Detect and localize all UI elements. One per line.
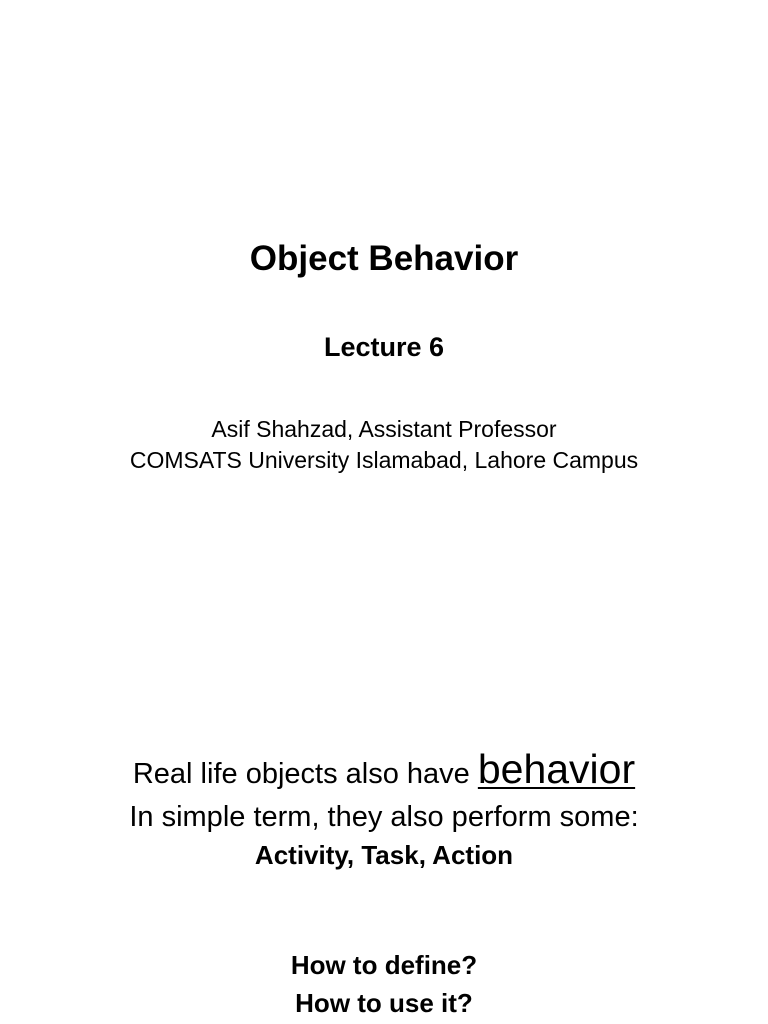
- behavior-statement: [0, 744, 768, 799]
- behavior-explanation: In simple term, they also perform some:: [129, 801, 639, 833]
- behavior-examples: Activity, Task, Action: [254, 840, 514, 870]
- author-name-title: Asif Shahzad, Assistant Professor: [211, 416, 557, 442]
- author-affiliation: COMSATS University Islamabad, Lahore Campus: [129, 447, 639, 473]
- lecture-number: Lecture 6: [323, 332, 445, 362]
- behavior-statement-prefix: Real life objects also have: [132, 758, 478, 790]
- author-block: [0, 414, 768, 476]
- behavior-keyword: behavior: [477, 746, 636, 792]
- slide-behavior-intro: [0, 512, 768, 1024]
- slide-title-heading: Object Behavior: [249, 239, 519, 278]
- question-define: How to define?: [290, 950, 478, 980]
- question-use: How to use it?: [295, 988, 473, 1018]
